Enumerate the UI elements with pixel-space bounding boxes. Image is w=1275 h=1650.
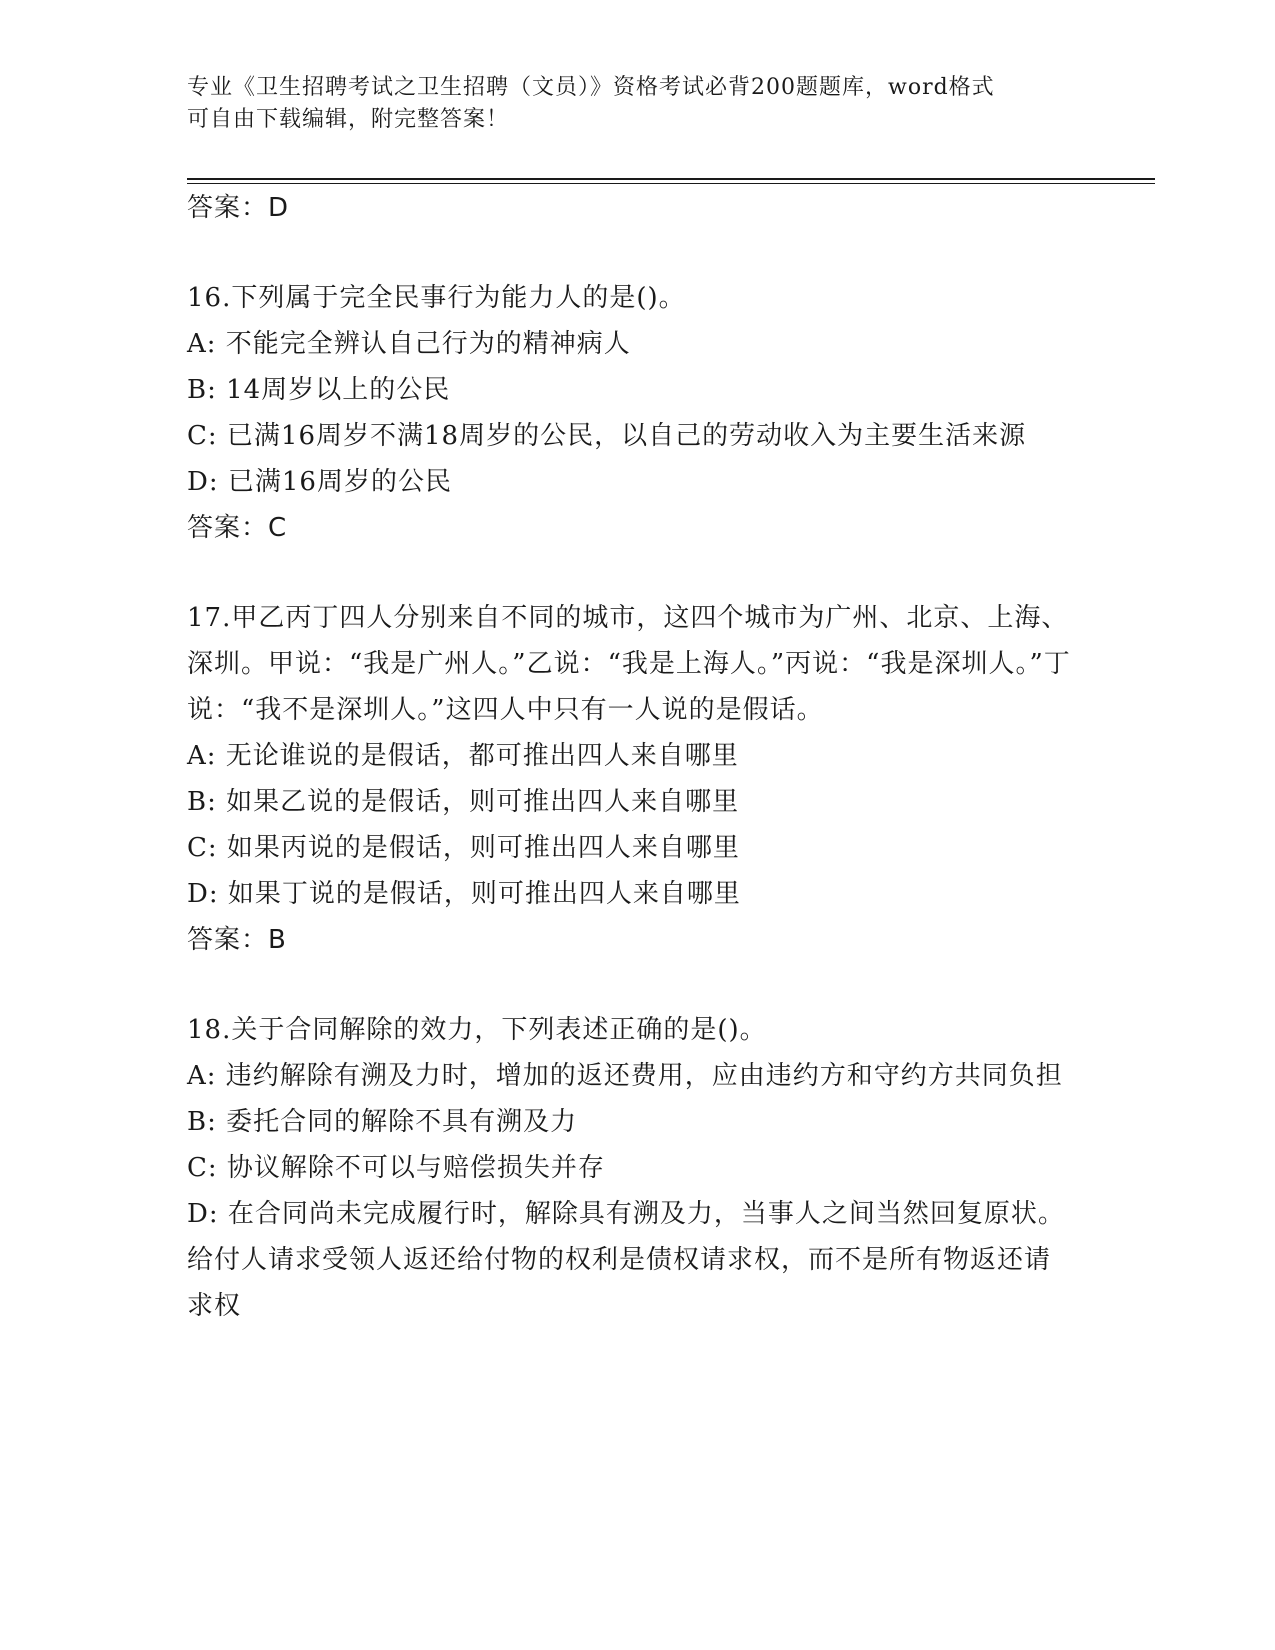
spacer — [187, 963, 1077, 1007]
question-list — [187, 185, 1077, 1329]
header-divider-thin — [187, 183, 1155, 184]
question-stem: 17.甲乙丙丁四人分别来自不同的城市，这四个城市为广州、北京、上海、深圳。甲说：“我是广州人。”乙说：“我是上海人。”丙说：“我是深圳人。”丁说：“我不是深圳人。”这四人中只有一人说的是假话。 — [187, 603, 1071, 725]
option-a: A: 无论谁说的是假话，都可推出四人来自哪里 — [187, 741, 739, 771]
option-d: D: 如果丁说的是假话，则可推出四人来自哪里 — [187, 879, 741, 909]
page-header — [187, 72, 1067, 136]
option-b: B: 14周岁以上的公民 — [187, 375, 451, 405]
option-d: D: 已满16周岁的公民 — [187, 467, 452, 497]
header-divider-thick — [187, 178, 1155, 180]
question-16 — [187, 275, 1077, 551]
option-a: A: 不能完全辨认自己行为的精神病人 — [187, 329, 631, 359]
option-c: C: 如果丙说的是假话，则可推出四人来自哪里 — [187, 833, 740, 863]
option-b: B: 如果乙说的是假话，则可推出四人来自哪里 — [187, 787, 740, 817]
option-c: C: 已满16周岁不满18周岁的公民，以自己的劳动收入为主要生活来源 — [187, 421, 1027, 451]
question-stem: 18.关于合同解除的效力，下列表述正确的是()。 — [187, 1015, 767, 1045]
question-17 — [187, 595, 1077, 963]
answer-line: 答案：B — [187, 925, 287, 955]
option-b: B: 委托合同的解除不具有溯及力 — [187, 1107, 578, 1137]
spacer — [187, 231, 1077, 275]
question-stem: 16.下列属于完全民事行为能力人的是()。 — [187, 283, 686, 313]
answer-line: 答案：D — [187, 193, 290, 223]
header-line-2: 可自由下载编辑，附完整答案！ — [187, 107, 510, 132]
option-c: C: 协议解除不可以与赔偿损失并存 — [187, 1153, 605, 1183]
spacer — [187, 551, 1077, 595]
answer-line: 答案：C — [187, 513, 288, 543]
option-a: A: 违约解除有溯及力时，增加的返还费用，应由违约方和守约方共同负担 — [187, 1061, 1063, 1091]
option-d: D: 在合同尚未完成履行时，解除具有溯及力，当事人之间当然回复原状。给付人请求受领人返还给付物的权利是债权请求权，而不是所有物返还请求权 — [187, 1199, 1065, 1321]
header-line-1: 专业《卫生招聘考试之卫生招聘（文员）》资格考试必背200题题库，word格式 — [187, 75, 995, 100]
question-18 — [187, 1007, 1077, 1329]
